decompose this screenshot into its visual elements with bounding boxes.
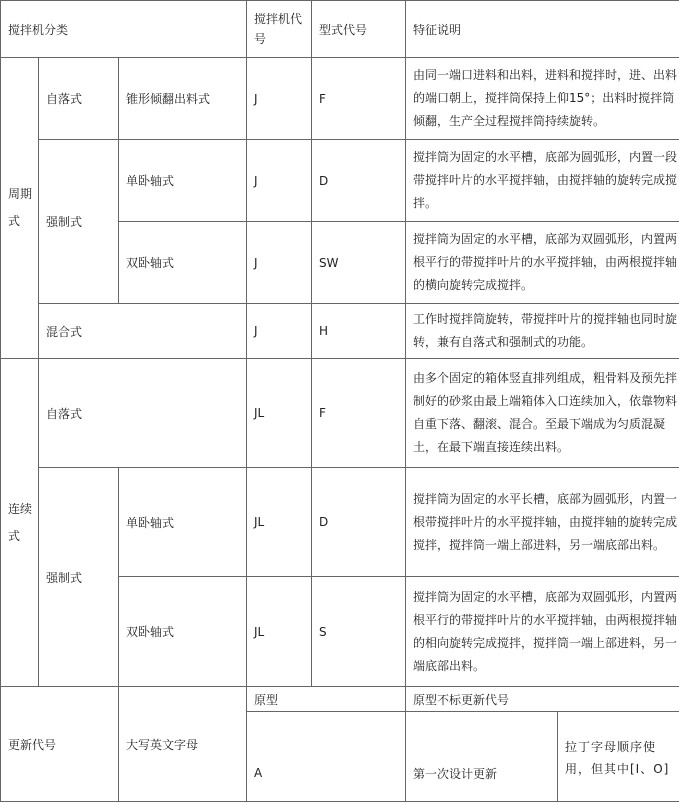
mixer-code-cell: J [247,58,312,140]
continuous-forced-double-subtype: 双卧轴式 [119,577,247,687]
periodic-self-fall-label: 自落式 [39,58,119,140]
type-code-cell: F [312,58,406,140]
table-row [1,58,679,140]
header-mixer-code: 搅拌机代号 [247,1,312,58]
description-cell: 由同一端口进料和出料，进料和搅拌时，进、出料的端口朝上，搅拌筒保持上仰15°；出料时搅拌筒倾翻，生产全过程搅拌筒持续旋转。 [406,58,679,140]
table-row [1,140,679,222]
type-code-cell: F [312,359,406,468]
table-row [1,687,679,712]
update-label: 更新代号 [1,687,119,802]
table-row [1,359,679,468]
table-row [1,468,679,577]
type-code-cell: D [312,140,406,222]
update-first-code: A [247,712,406,802]
description-cell: 搅拌筒为固定的水平槽，底部为双圆弧形，内置两根平行的带搅拌叶片的水平搅拌轴，由两根搅拌轴的相向旋转完成搅拌，搅拌筒一端上部进料，另一端底部出料。 [406,577,679,687]
type-code-cell: SW [312,222,406,304]
mixer-code-cell: J [247,222,312,304]
periodic-label: 周期式 [1,58,39,359]
update-prototype-desc: 原型不标更新代号 [406,687,679,712]
type-code-cell: H [312,304,406,359]
periodic-forced-single-subtype: 单卧轴式 [119,140,247,222]
type-code-cell: S [312,577,406,687]
mixer-code-cell: J [247,304,312,359]
continuous-forced-label: 强制式 [39,468,119,687]
mixer-code-cell: JL [247,468,312,577]
periodic-mixed-label: 混合式 [39,304,247,359]
header-description: 特征说明 [406,1,679,58]
update-prototype: 原型 [247,687,406,712]
header-type-code: 型式代号 [312,1,406,58]
mixer-code-cell: JL [247,577,312,687]
continuous-label: 连续式 [1,359,39,687]
continuous-forced-single-subtype: 单卧轴式 [119,468,247,577]
periodic-forced-label: 强制式 [39,140,119,304]
table-row [1,304,679,359]
description-cell: 由多个固定的箱体竖直排列组成，粗骨料及预先拌制好的砂浆由最上端箱体入口连续加入，依靠物料自重下落、翻滚、混合。至最下端成为匀质混凝土，在最下端直接连续出料。 [406,359,679,468]
type-code-cell: D [312,468,406,577]
description-cell: 搅拌筒为固定的水平长槽，底部为圆弧形，内置一根带搅拌叶片的水平搅拌轴，由搅拌轴的旋转完成搅拌，搅拌筒一端上部进料，另一端底部出料。 [406,468,679,577]
continuous-self-fall-label: 自落式 [39,359,247,468]
update-letters: 大写英文字母 [119,687,247,802]
header-row [1,1,679,58]
header-category: 搅拌机分类 [1,1,247,58]
description-cell: 工作时搅拌筒旋转，带搅拌叶片的搅拌轴也同时旋转，兼有自落式和强制式的功能。 [406,304,679,359]
mixer-code-cell: JL [247,359,312,468]
description-cell: 搅拌筒为固定的水平槽，底部为圆弧形，内置一段带搅拌叶片的水平搅拌轴，由搅拌轴的旋转完成搅拌。 [406,140,679,222]
mixer-code-cell: J [247,140,312,222]
update-first-desc: 第一次设计更新 [406,712,558,802]
update-note: 拉丁字母顺序使用，但其中[I、O] [558,712,679,802]
description-cell: 搅拌筒为固定的水平槽，底部为双圆弧形，内置两根平行的带搅拌叶片的水平搅拌轴，由两根搅拌轴的横向旋转完成搅拌。 [406,222,679,304]
periodic-forced-double-subtype: 双卧轴式 [119,222,247,304]
periodic-self-fall-subtype: 锥形倾翻出料式 [119,58,247,140]
